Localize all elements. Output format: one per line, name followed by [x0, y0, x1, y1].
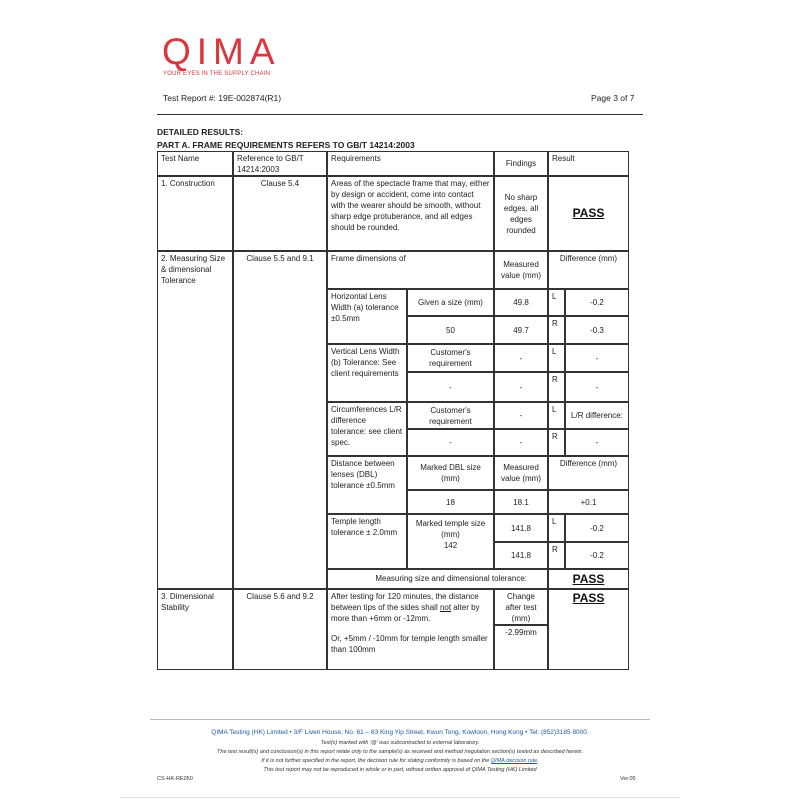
circ-r-marker: R	[548, 429, 565, 456]
hlw-measured-l: 49.8	[494, 289, 548, 316]
vlw-diff-l: -	[565, 344, 629, 372]
footer-divider	[150, 719, 650, 720]
vlw-label: Vertical Lens Width (b) Tolerance: See client requirements	[327, 344, 407, 402]
row1-requirement: Areas of the spectacle frame that may, either by design or accident, come into contact with the wearer should be smooth, without sharp edge protuberance, and all edges should be rounded.	[327, 176, 494, 251]
hlw-diff-l: -0.2	[565, 289, 629, 316]
qima-logo: QIMA	[162, 31, 281, 72]
hlw-diff-r: -0.3	[565, 316, 629, 344]
temple-size: 142	[443, 541, 458, 550]
th-result: Result	[548, 151, 629, 176]
dbl-diff-header: Difference (mm)	[548, 456, 629, 490]
temple-r-marker: R	[548, 542, 565, 569]
footer-subcontract-note: Test(s) marked with '@' was subcontracted to external laboratory.	[320, 740, 480, 746]
dbl-measured: 18.1	[494, 490, 548, 514]
footer-reproduction-note: This test report may not be reproduced in whole or in part, without written approval of QIMA Testing (HK) Limited	[263, 767, 537, 773]
logo-tagline: YOUR EYES IN THE SUPPLY CHAIN	[163, 71, 271, 77]
page-number: Page 3 of 7	[591, 93, 635, 103]
frame-dimensions-label: Frame dimensions of	[327, 251, 494, 289]
temple-measured-l: 141.8	[494, 514, 548, 542]
hlw-measured-r: 49.7	[494, 316, 548, 344]
dbl-label: Distance between lenses (DBL) tolerance ±0.5mm	[327, 456, 407, 514]
decision-rule-end: .	[537, 758, 539, 764]
circ-measured-r: -	[494, 429, 548, 456]
difference-header: Difference (mm)	[548, 251, 629, 289]
row3-test-name: 3. Dimensional Stability	[157, 589, 233, 670]
row2-test-name: 2. Measuring Size & dimensional Tolerance	[157, 251, 233, 589]
decision-rule-text: If it is not further specified in the report, the decision rule for stating conformity is based on the	[261, 758, 491, 764]
th-reference: Reference to GB/T 14214:2003	[233, 151, 327, 176]
temple-label: Temple length tolerance ± 2.0mm	[327, 514, 407, 569]
dbl-measured-header: Measured value (mm)	[494, 456, 548, 490]
hlw-label: Horizontal Lens Width (a) tolerance ±0.5mm	[327, 289, 407, 344]
circ-size: -	[407, 429, 494, 456]
pass-badge: PASS	[572, 571, 605, 586]
circ-measured-l: -	[494, 402, 548, 429]
header-divider	[157, 114, 643, 115]
footer-address: QIMA Testing (HK) Limited • 3/F Liven House, No. 61 – 63 King Yip Street, Kwun Tong, Kowloon, Hong Kong • Tel: (852)3185 8000.	[211, 729, 589, 736]
page-bottom-edge	[120, 797, 680, 798]
temple-measured-r: 141.8	[494, 542, 548, 569]
circ-given-label: Customer's requirement	[407, 402, 494, 429]
row3-finding-value: -2.99mm	[494, 625, 548, 670]
temple-marked-label: Marked temple size (mm)	[415, 519, 486, 539]
section-subtitle: PART A. FRAME REQUIREMENTS REFERS TO GB/T 14214:2003	[157, 140, 415, 150]
form-code: CS-HK-RE050	[157, 776, 193, 782]
circ-label: Circumferences L/R difference tolerance: see client spec.	[327, 402, 407, 456]
req-text-part3: Or, +5mm / -10mm for temple length smaller than 100mm	[331, 634, 488, 654]
row1-result	[548, 176, 629, 251]
temple-diff-r: -0.2	[565, 542, 629, 569]
th-findings: Findings	[494, 151, 548, 176]
hlw-given-label: Given a size (mm)	[407, 289, 494, 316]
vlw-measured-l: -	[494, 344, 548, 372]
req-text-part1: After testing for 120 minutes, the distance between tips of the sides shall	[331, 592, 479, 612]
section-title: DETAILED RESULTS:	[157, 127, 244, 137]
row1-reference: Clause 5.4	[233, 176, 327, 251]
version: Ver.05	[620, 776, 636, 782]
row3-finding-header: Change after test (mm)	[494, 589, 548, 625]
th-test-name: Test Name	[157, 151, 233, 176]
req-text-not: not	[439, 603, 452, 612]
pass-badge: PASS	[572, 206, 605, 220]
row2-reference: Clause 5.5 and 9.1	[233, 251, 327, 589]
report-number: Test Report #: 19E-002874(R1)	[163, 93, 282, 103]
circ-diff-l: L/R difference:	[565, 402, 629, 429]
req-text-part2: alter by more than +6mm or -12mm.	[331, 603, 480, 623]
pass-badge: PASS	[572, 591, 605, 605]
hlw-r-marker: R	[548, 316, 565, 344]
temple-l-marker: L	[548, 514, 565, 542]
vlw-measured-r: -	[494, 372, 548, 402]
row3-reference: Clause 5.6 and 9.2	[233, 589, 327, 670]
dbl-diff: +0.1	[548, 490, 629, 514]
measured-value-header: Measured value (mm)	[494, 251, 548, 289]
temple-size-cell	[407, 514, 494, 569]
row1-test-name: 1. Construction	[157, 176, 233, 251]
temple-diff-l: -0.2	[565, 514, 629, 542]
vlw-l-marker: L	[548, 344, 565, 372]
dbl-marked-label: Marked DBL size (mm)	[407, 456, 494, 490]
decision-rule-link[interactable]: QIMA decision rule	[490, 758, 538, 764]
dbl-size: 18	[407, 490, 494, 514]
vlw-r-marker: R	[548, 372, 565, 402]
footer-results-note: The test result(s) and conclusion(s) in this report relate only to the sample(s) as received and method /regulation section(s) tested as described herein.	[217, 749, 583, 755]
vlw-diff-r: -	[565, 372, 629, 402]
row3-requirement	[327, 589, 494, 670]
hlw-size: 50	[407, 316, 494, 344]
circ-l-marker: L	[548, 402, 565, 429]
footer-decision-rule	[0, 758, 800, 764]
hlw-l-marker: L	[548, 289, 565, 316]
vlw-size: -	[407, 372, 494, 402]
row1-finding: No sharp edges, all edges rounded	[494, 176, 548, 251]
th-requirements: Requirements	[327, 151, 494, 176]
vlw-given-label: Customer's requirement	[407, 344, 494, 372]
row2-result	[548, 569, 629, 589]
row3-result	[548, 589, 629, 670]
circ-diff-r: -	[565, 429, 629, 456]
measuring-summary-label: Measuring size and dimensional tolerance:	[327, 569, 548, 589]
